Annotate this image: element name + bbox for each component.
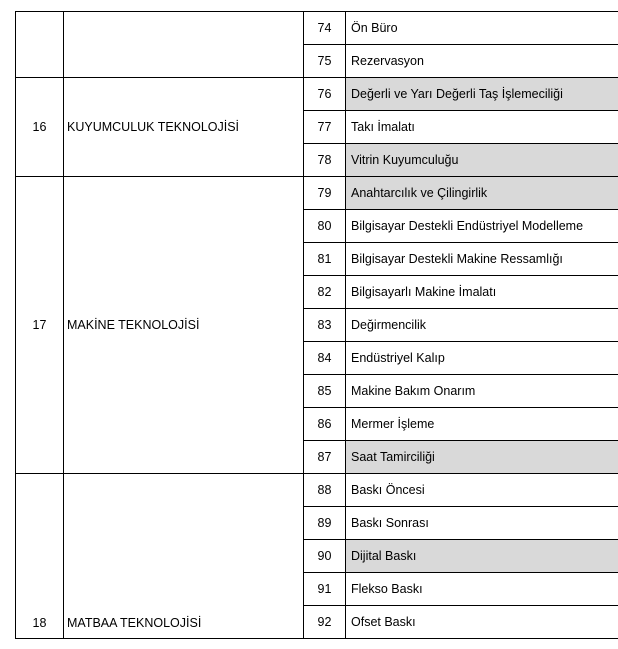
branch-name-cell: Bilgisayarlı Makine İmalatı <box>346 276 618 309</box>
branch-name-cell: Endüstriyel Kalıp <box>346 342 618 375</box>
branch-number-cell: 84 <box>304 342 346 375</box>
branch-name-cell: Ön Büro <box>346 12 618 45</box>
area-number-cell: 16 <box>16 78 64 177</box>
branch-number-cell: 77 <box>304 111 346 144</box>
branch-number-cell: 81 <box>304 243 346 276</box>
branch-number-cell: 80 <box>304 210 346 243</box>
table-row <box>16 474 618 507</box>
branch-name-cell: Ofset Baskı <box>346 606 618 639</box>
area-name-cell: MAKİNE TEKNOLOJİSİ <box>64 177 304 474</box>
branch-number-cell: 83 <box>304 309 346 342</box>
branch-name-cell: Rezervasyon <box>346 45 618 78</box>
branch-number-cell: 78 <box>304 144 346 177</box>
branch-number-cell: 75 <box>304 45 346 78</box>
branch-name-cell: Dijital Baskı <box>346 540 618 573</box>
area-number-cell <box>16 12 64 78</box>
branch-name-cell: Baskı Sonrası <box>346 507 618 540</box>
branch-number-cell: 89 <box>304 507 346 540</box>
branch-name-cell: Değerli ve Yarı Değerli Taş İşlemeciliği <box>346 78 618 111</box>
table-row <box>16 12 618 45</box>
branch-name-cell: Bilgisayar Destekli Endüstriyel Modelleme <box>346 210 618 243</box>
branch-name-cell: Anahtarcılık ve Çilingirlik <box>346 177 618 210</box>
branch-number-cell: 85 <box>304 375 346 408</box>
area-number-cell: 18 <box>16 474 64 639</box>
branch-number-cell: 74 <box>304 12 346 45</box>
branch-number-cell: 88 <box>304 474 346 507</box>
program-table <box>15 11 618 639</box>
branch-name-cell: Makine Bakım Onarım <box>346 375 618 408</box>
branch-name-cell: Vitrin Kuyumculuğu <box>346 144 618 177</box>
branch-name-cell: Bilgisayar Destekli Makine Ressamlığı <box>346 243 618 276</box>
branch-name-cell: Baskı Öncesi <box>346 474 618 507</box>
branch-number-cell: 76 <box>304 78 346 111</box>
branch-name-cell: Değirmencilik <box>346 309 618 342</box>
branch-number-cell: 82 <box>304 276 346 309</box>
table-row <box>16 177 618 210</box>
branch-name-cell: Flekso Baskı <box>346 573 618 606</box>
branch-name-cell: Mermer İşleme <box>346 408 618 441</box>
branch-number-cell: 90 <box>304 540 346 573</box>
area-name-cell: MATBAA TEKNOLOJİSİ <box>64 474 304 639</box>
program-table-body <box>16 12 618 639</box>
branch-number-cell: 91 <box>304 573 346 606</box>
branch-name-cell: Saat Tamirciliği <box>346 441 618 474</box>
branch-number-cell: 87 <box>304 441 346 474</box>
table-row <box>16 78 618 111</box>
area-name-cell: KUYUMCULUK TEKNOLOJİSİ <box>64 78 304 177</box>
branch-number-cell: 92 <box>304 606 346 639</box>
branch-number-cell: 86 <box>304 408 346 441</box>
area-number-cell: 17 <box>16 177 64 474</box>
branch-name-cell: Takı İmalatı <box>346 111 618 144</box>
area-name-cell <box>64 12 304 78</box>
branch-number-cell: 79 <box>304 177 346 210</box>
